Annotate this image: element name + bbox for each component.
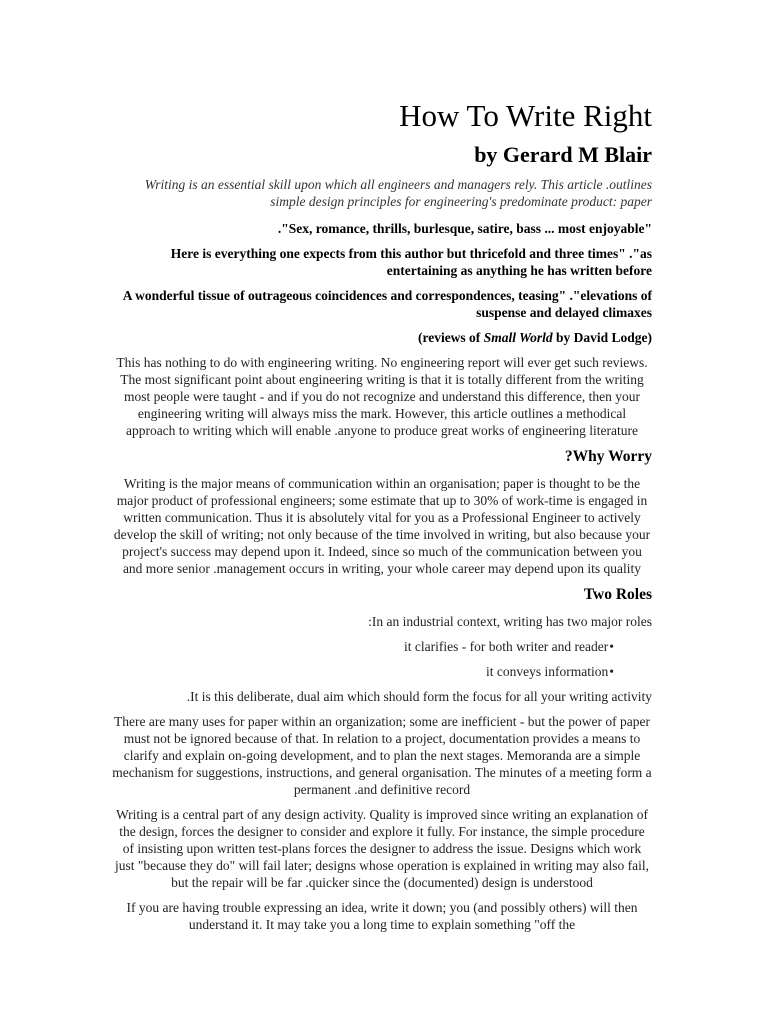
section-two-roles-heading: Two Roles xyxy=(583,586,652,603)
bullet-icon: • xyxy=(609,639,614,654)
review-quote-2: Here is everything one expects from this author but thricefold and three times" ."as entertaining as anything he has written before xyxy=(170,246,652,278)
list-item xyxy=(112,663,652,680)
review-quote-1: ."Sex, romance, thrills, burlesque, satire, bass ... most enjoyable" xyxy=(277,221,652,236)
roles-list xyxy=(112,638,652,680)
review-book-title: Small World xyxy=(483,330,553,345)
trouble-expressing-paragraph: If you are having trouble expressing an idea, write it down; you (and possibly others) will then understand it. It may take you a long time to explain something "off the xyxy=(126,900,638,932)
article-title: How To Write Right xyxy=(399,98,652,133)
design-writing-paragraph: Writing is a central part of any design activity. Quality is improved since writing an explanation of the design, forces the designer to consider and explore it fully. For instance, the simple procedure of insisting upon written test-plans forces the designer to address the issue. Designs which work just "because they do" will fail later; designs whose operation is explained in writing may also fail, but the repair will be far .quicker since the (documented) design is understood xyxy=(114,807,650,890)
two-roles-lead: :In an industrial context, writing has two major roles xyxy=(368,614,652,629)
section-why-worry-heading: ?Why Worry xyxy=(564,448,652,465)
article-author: by Gerard M Blair xyxy=(474,142,652,167)
review-attribution xyxy=(112,329,652,346)
list-item xyxy=(112,638,652,655)
review-suffix: by David Lodge) xyxy=(552,330,652,345)
bullet-icon: • xyxy=(609,664,614,679)
intro-paragraph: This has nothing to do with engineering writing. No engineering report will ever get such reviews. The most significant point about engineering writing is that it is totally different from the writing most people were taught - and if you do not recognize and understand this difference, then your engineering writing will always miss the mark. However, this article outlines a methodical approach to writing which will enable .anyone to produce great works of engineering literature xyxy=(116,355,648,438)
article-abstract: Writing is an essential skill upon which all engineers and managers rely. This article .outlines simple design principles for engineering's predominate product: paper xyxy=(144,177,652,209)
review-quote-3: A wonderful tissue of outrageous coincidences and correspondences, teasing" ."elevations of suspense and delayed climaxes xyxy=(122,288,652,320)
paper-uses-paragraph: There are many uses for paper within an organization; some are inefficient - but the power of paper must not be ignored because of that. In relation to a project, documentation provides a means to clarify and explain on-going development, and to plan the next stages. Memoranda are a simple mechanism for suggestions, instructions, and general organisation. The minutes of a meeting form a permanent .and definitive record xyxy=(112,714,652,797)
dual-aim-paragraph: .It is this deliberate, dual aim which should form the focus for all your writing activity xyxy=(186,689,652,704)
section-why-worry-body: Writing is the major means of communication within an organisation; paper is thought to be the major product of professional engineers; some estimate that up to 30% of work-time is engaged in written communication. Thus it is absolutely vital for you as a Professional Engineer to actively develop the skill of writing; not only because of the time involved in writing, but also because your project's success may depend upon it. Indeed, since so much of the communication between you and more senior .management occurs in writing, your whole career may depend upon its quality xyxy=(113,476,651,576)
article-column xyxy=(112,96,652,941)
review-prefix: (reviews of xyxy=(417,330,484,345)
role-text: it conveys information xyxy=(486,664,609,679)
role-text: it clarifies - for both writer and reader xyxy=(403,639,609,654)
